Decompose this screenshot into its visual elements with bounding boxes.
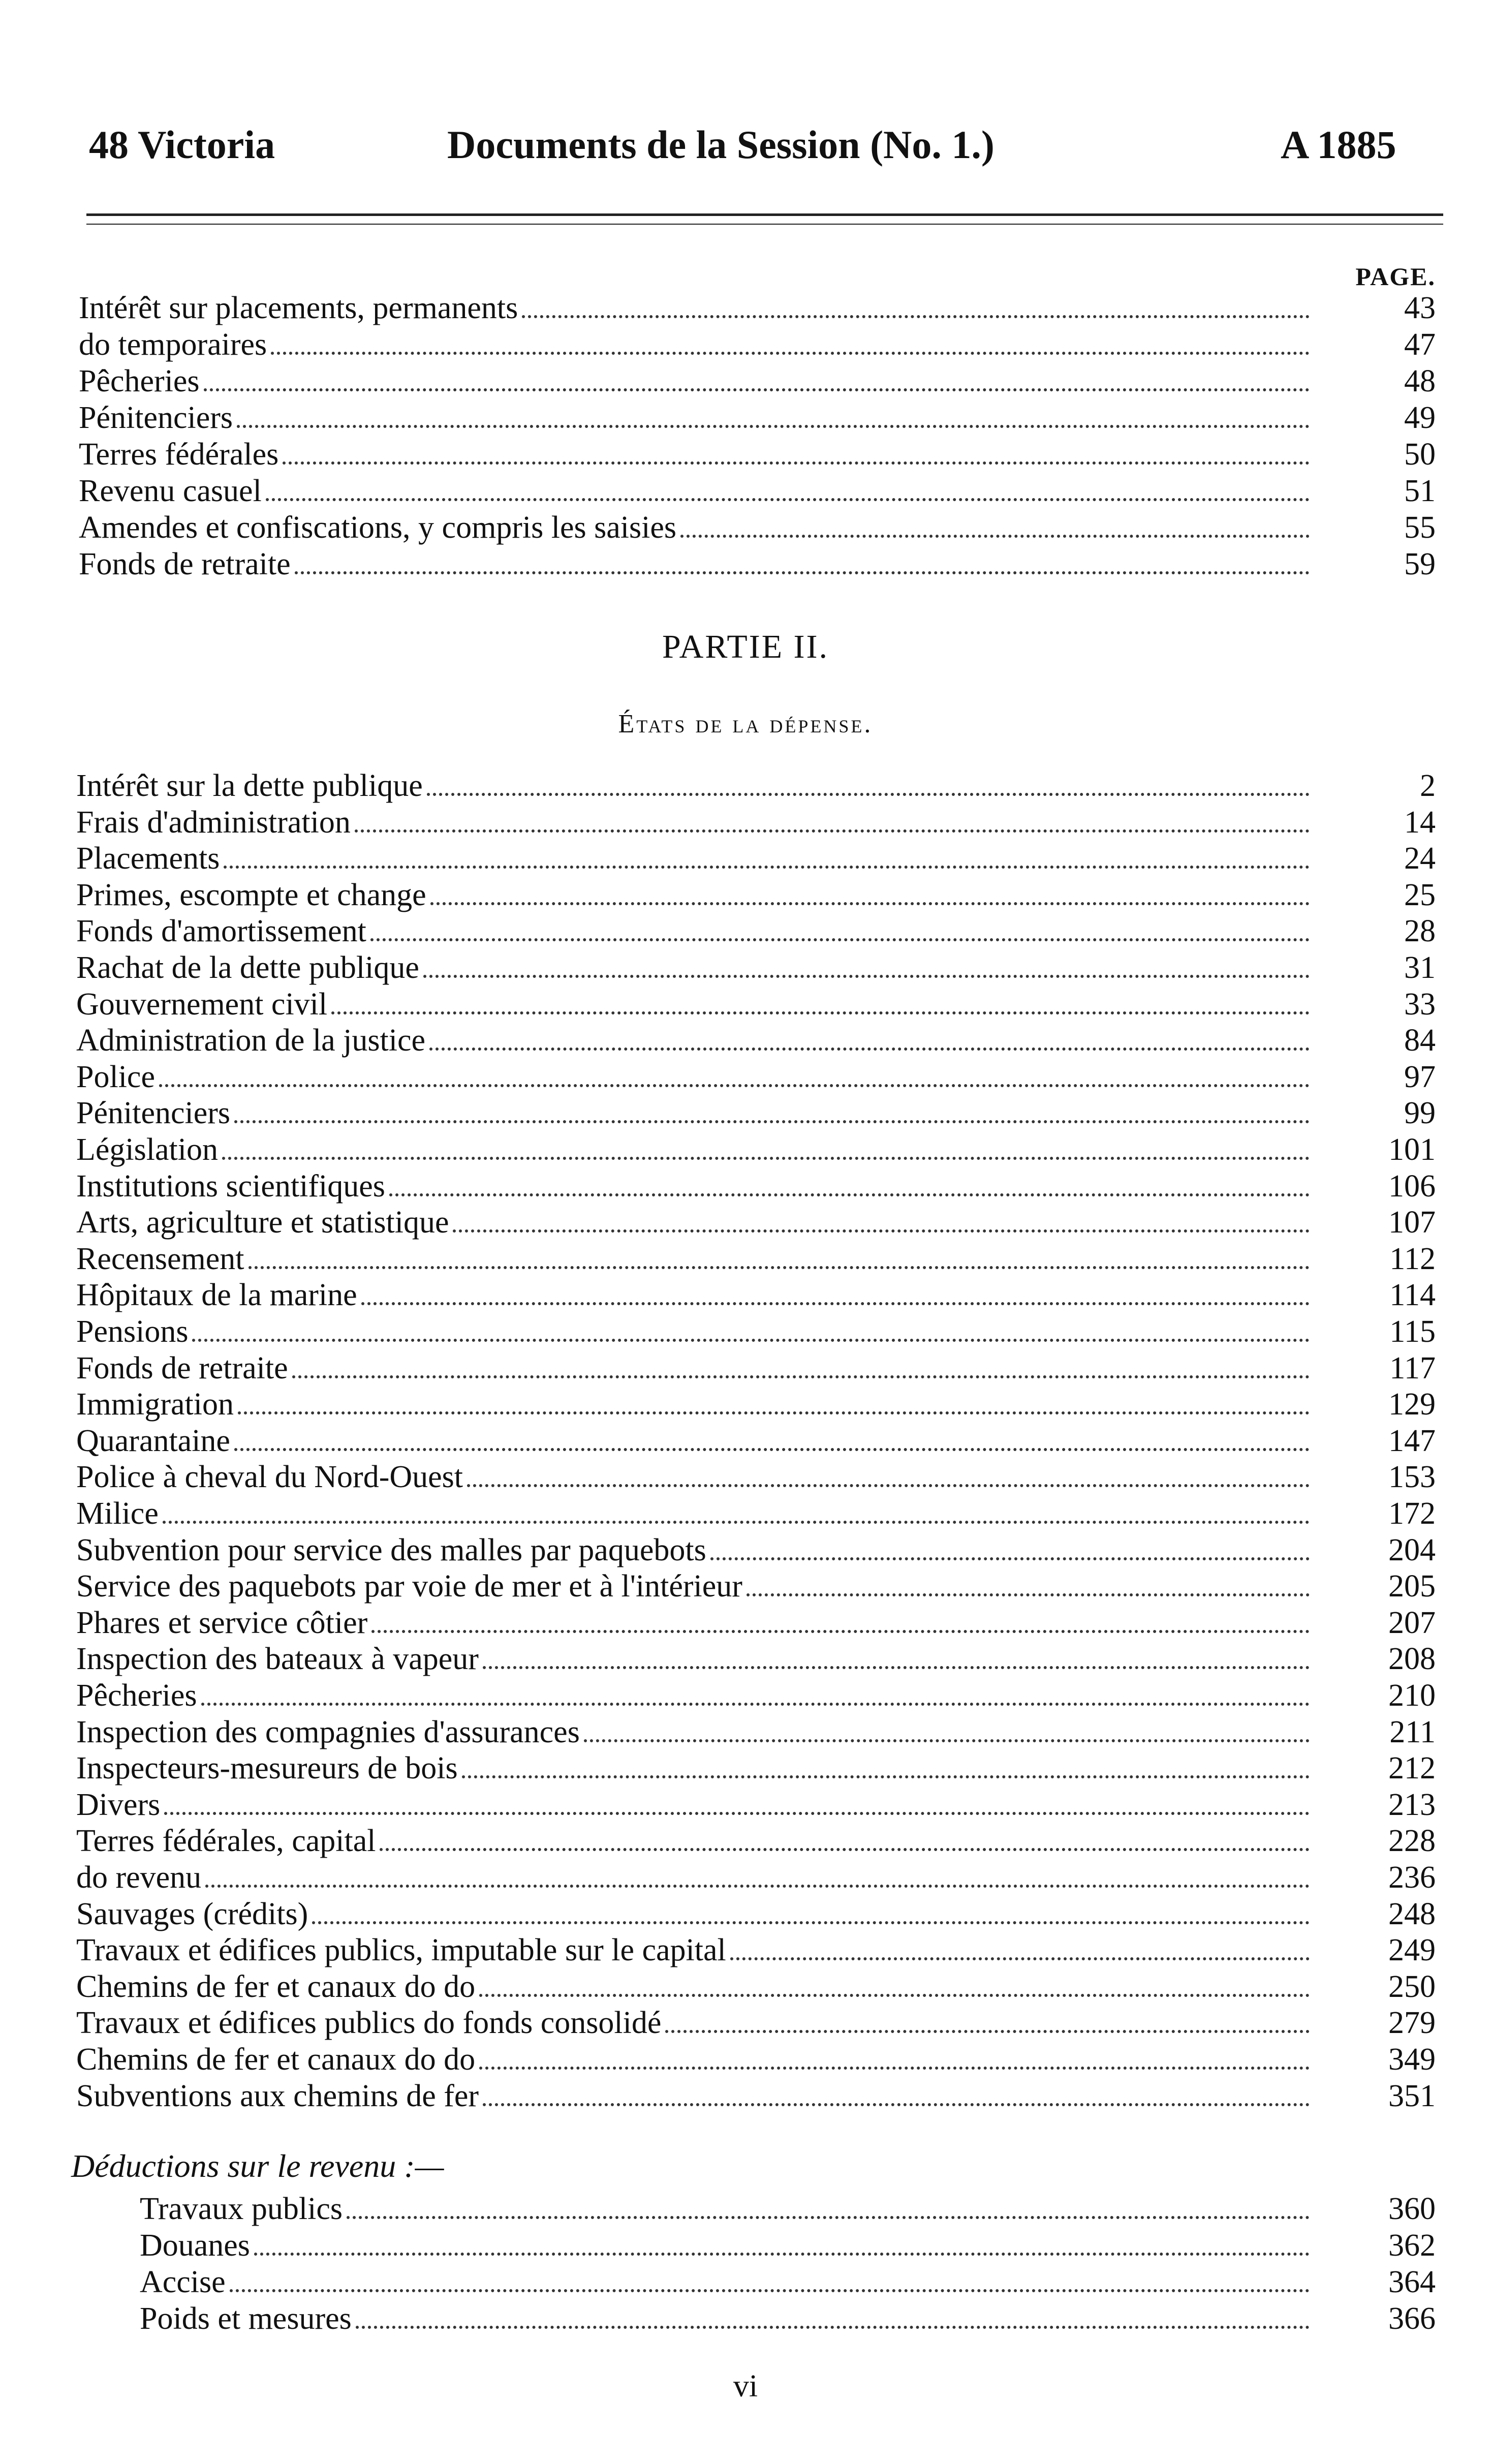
toc-entry-page: 172 [1388,1496,1436,1531]
dot-leader [710,1557,1310,1560]
toc-entry-page: 279 [1388,2006,1436,2041]
dot-leader [665,2029,1310,2033]
toc-entry [76,1059,1436,1095]
toc-entry-page: 114 [1389,1278,1436,1313]
toc-entry [76,877,1436,913]
deductions-heading: Déductions sur le revenu :— [71,2148,444,2184]
toc-entry [76,1459,1436,1495]
toc-entry-label: Gouvernement civil [76,987,328,1022]
toc-entry-label: Primes, escompte et change [76,877,426,912]
dot-leader [522,315,1310,318]
dot-leader [164,1811,1310,1815]
toc-entry [76,949,1436,986]
toc-entry-label: Placements [76,841,220,876]
toc-entry [76,1787,1436,1823]
toc-entry-page: 28 [1404,914,1436,949]
toc-entry [76,1750,1436,1787]
toc-entry-page: 106 [1388,1168,1436,1204]
toc-entry-label: Pêcheries [76,1678,197,1713]
toc-entry-label: Quarantaine [76,1423,230,1458]
toc-entry [76,1859,1436,1896]
toc-entry-label: Fonds de retraite [76,1350,288,1385]
toc-entry-label: Service des paquebots par voie de mer et à l'intérieur [76,1569,742,1604]
toc-entry [76,2078,1436,2114]
toc-entry [76,1131,1436,1168]
toc-entry-page: 25 [1404,877,1436,912]
toc-entry-page: 48 [1404,364,1436,398]
toc-entry-label: Inspecteurs-mesureurs de bois [76,1751,458,1786]
toc-entry-label: Rachat de la dette publique [76,950,419,985]
toc-entry-label: Terres fédérales, capital [76,1824,376,1859]
dot-leader [163,1520,1310,1524]
page-column-heading: PAGE. [1355,262,1436,291]
toc-entry-page: 115 [1389,1314,1436,1349]
toc-entry-label: Fonds de retraite [79,547,291,581]
toc-entry-label: Accise [140,2265,226,2299]
toc-entry-page: 210 [1388,1678,1436,1713]
toc-entry [76,1277,1436,1313]
toc-entry-page: 205 [1388,1569,1436,1604]
toc-entry [79,473,1436,509]
toc-entry [140,2191,1436,2227]
dot-leader [295,571,1310,574]
toc-entry-page: 147 [1388,1423,1436,1458]
header-year: A 1885 [1281,122,1396,167]
toc-entry-page: 364 [1388,2265,1436,2299]
toc-entry [76,2005,1436,2041]
toc-entry-page: 248 [1388,1896,1436,1931]
toc-entry-page: 51 [1404,474,1436,508]
toc-entry-label: Pénitenciers [79,401,233,435]
dot-leader [356,2325,1310,2329]
toc-entry [76,767,1436,804]
dot-leader [462,1775,1310,1778]
toc-entry-label: Fonds d'amortissement [76,914,366,949]
header-regnal-year: 48 Victoria [89,122,275,167]
dot-leader [238,1411,1310,1414]
toc-entry-label: Législation [76,1132,218,1167]
dot-leader [355,829,1310,833]
toc-entry-page: 31 [1404,950,1436,985]
toc-entry-page: 211 [1389,1714,1436,1749]
dot-leader [201,1702,1310,1706]
toc-entry-page: 207 [1388,1605,1436,1640]
toc-entry-page: 107 [1388,1205,1436,1240]
toc-entry [76,1350,1436,1387]
toc-entry-label: Milice [76,1496,159,1531]
dot-leader [266,498,1310,501]
toc-entry [76,1168,1436,1205]
toc-entry-page: 351 [1388,2078,1436,2113]
toc-entry-label: Intérêt sur placements, permanents [79,291,518,325]
toc-entry-page: 97 [1404,1059,1436,1094]
toc-entry-label: Pêcheries [79,364,200,398]
page-folio: vi [733,2369,758,2404]
toc-entry-label: Revenu casuel [79,474,262,508]
part-two-subtitle: États de la dépense. [618,710,873,738]
dot-leader [370,938,1310,941]
toc-entry-label: Recensement [76,1241,244,1276]
toc-entry [79,436,1436,473]
toc-entry-page: 213 [1388,1787,1436,1822]
dot-leader [453,1229,1310,1233]
toc-entry-page: 250 [1388,1969,1436,2004]
toc-entry [76,840,1436,877]
toc-entry [76,1968,1436,2005]
toc-entry-page: 349 [1388,2042,1436,2077]
dot-leader [283,461,1310,465]
dot-leader [312,1921,1310,1924]
toc-entry-page: 99 [1404,1096,1436,1131]
toc-entry-label: Terres fédérales [79,437,279,472]
toc-entry-label: Chemins de fer et canaux do do [76,1969,476,2004]
toc-entry [79,363,1436,399]
header-rule [86,213,1443,216]
toc-entry-label: Immigration [76,1387,234,1422]
dot-leader [248,1266,1310,1269]
toc-entry-page: 360 [1388,2192,1436,2226]
toc-entry [76,1677,1436,1714]
toc-entry [76,1386,1436,1423]
toc-entry-label: Police à cheval du Nord-Ouest [76,1460,463,1495]
dot-leader [427,792,1310,796]
toc-entry-page: 84 [1404,1023,1436,1058]
toc-entry [76,1823,1436,1859]
toc-entry-page: 14 [1404,805,1436,840]
dot-leader [224,865,1310,869]
toc-entry-label: Inspection des compagnies d'assurances [76,1714,580,1749]
toc-entry-page: 33 [1404,987,1436,1022]
dot-leader [584,1739,1310,1742]
toc-entry-page: 212 [1388,1751,1436,1786]
toc-entry-label: Hôpitaux de la marine [76,1278,357,1313]
dot-leader [254,2252,1310,2256]
toc-entry-page: 117 [1389,1350,1436,1385]
dot-leader [331,1011,1310,1014]
dot-leader [230,2289,1310,2292]
toc-entry-page: 362 [1388,2228,1436,2263]
dot-leader [430,902,1310,905]
toc-entry-page: 112 [1389,1241,1436,1276]
toc-entry [76,986,1436,1023]
dot-leader [159,1084,1310,1087]
toc-entry-page: 208 [1388,1642,1436,1677]
toc-entry-label: Police [76,1059,155,1094]
dot-leader [483,1666,1310,1669]
toc-entry [76,1204,1436,1241]
toc-entry [140,2264,1436,2300]
toc-entry [140,2300,1436,2337]
toc-entry [76,1714,1436,1750]
toc-entry-label: Sauvages (crédits) [76,1896,308,1931]
toc-entry [76,1568,1436,1605]
toc-entry-page: 2 [1420,768,1436,803]
toc-entry-label: Divers [76,1787,161,1822]
toc-entry [76,1313,1436,1350]
dot-leader [192,1338,1310,1342]
toc-entry-label: Frais d'administration [76,805,351,840]
toc-entry [140,2227,1436,2264]
dot-leader [747,1593,1310,1596]
toc-entry [76,1022,1436,1059]
toc-entry-label: Travaux et édifices publics, imputable sur le capital [76,1933,726,1968]
toc-entry-label: Subvention pour service des malles par paquebots [76,1532,706,1567]
toc-entry [79,546,1436,582]
dot-leader [483,2103,1310,2106]
toc-entry-page: 129 [1388,1387,1436,1422]
dot-leader [389,1193,1310,1196]
dot-leader [429,1047,1310,1051]
toc-entry-label: Travaux et édifices publics do fonds consolidé [76,2006,662,2041]
toc-entry-page: 204 [1388,1532,1436,1567]
toc-entry-page: 47 [1404,327,1436,362]
toc-entry-page: 55 [1404,510,1436,545]
toc-entry [76,804,1436,841]
dot-leader [347,2215,1310,2219]
toc-entry-label: Inspection des bateaux à vapeur [76,1642,479,1677]
header-rule-thin [86,224,1443,225]
dot-leader [479,1993,1310,1997]
toc-entry [76,1495,1436,1532]
toc-entry [76,913,1436,949]
toc-entry [76,1932,1436,1968]
dot-leader [237,424,1310,428]
dot-leader [371,1629,1310,1633]
header-title: Documents de la Session (No. 1.) [447,122,995,167]
toc-entry-label: Pensions [76,1314,189,1349]
toc-entry-label: Amendes et confiscations, y compris les saisies [79,510,677,545]
dot-leader [423,974,1310,978]
toc-entry [79,399,1436,436]
toc-entry-label: do temporaires [79,327,267,362]
toc-entry [79,290,1436,326]
toc-entry-page: 366 [1388,2301,1436,2336]
toc-entry-page: 153 [1388,1460,1436,1495]
toc-entry-label: do revenu [76,1860,202,1895]
toc-entry-page: 49 [1404,401,1436,435]
toc-entry [79,326,1436,363]
toc-entry [76,1423,1436,1459]
toc-entry-label: Phares et service côtier [76,1605,368,1640]
dot-leader [271,351,1310,355]
toc-entry-page: 59 [1404,547,1436,581]
toc-entry [76,2041,1436,2078]
dot-leader [479,2066,1310,2070]
dot-leader [204,388,1310,391]
toc-entry [76,1532,1436,1568]
dot-leader [205,1884,1310,1888]
toc-entry-label: Douanes [140,2228,250,2263]
toc-entry [79,509,1436,546]
dot-leader [234,1447,1310,1451]
dot-leader [222,1156,1310,1160]
toc-entry [76,1605,1436,1641]
toc-entry [76,1641,1436,1677]
dot-leader [361,1302,1310,1305]
toc-entry-page: 43 [1404,291,1436,325]
toc-entry-label: Intérêt sur la dette publique [76,768,423,803]
toc-entry [76,1241,1436,1277]
toc-entry-label: Arts, agriculture et statistique [76,1205,449,1240]
dot-leader [730,1957,1310,1960]
toc-entry-page: 228 [1388,1824,1436,1859]
dot-leader [680,534,1310,538]
toc-entry-page: 236 [1388,1860,1436,1895]
toc-entry-page: 50 [1404,437,1436,472]
toc-entry-label: Institutions scientifiques [76,1168,385,1204]
toc-entry-label: Administration de la justice [76,1023,426,1058]
toc-entry-page: 101 [1388,1132,1436,1167]
toc-entry-label: Travaux publics [140,2192,343,2226]
dot-leader [292,1375,1310,1378]
toc-entry-label: Subventions aux chemins de fer [76,2078,479,2113]
toc-entry-label: Poids et mesures [140,2301,352,2336]
part-two-title: PARTIE II. [662,628,829,665]
toc-entry [76,1896,1436,1932]
toc-entry [76,1095,1436,1131]
dot-leader [380,1847,1310,1851]
dot-leader [234,1120,1310,1123]
dot-leader [467,1484,1310,1487]
toc-entry-page: 24 [1404,841,1436,876]
toc-entry-label: Pénitenciers [76,1096,231,1131]
toc-entry-page: 249 [1388,1933,1436,1968]
toc-entry-label: Chemins de fer et canaux do do [76,2042,476,2077]
